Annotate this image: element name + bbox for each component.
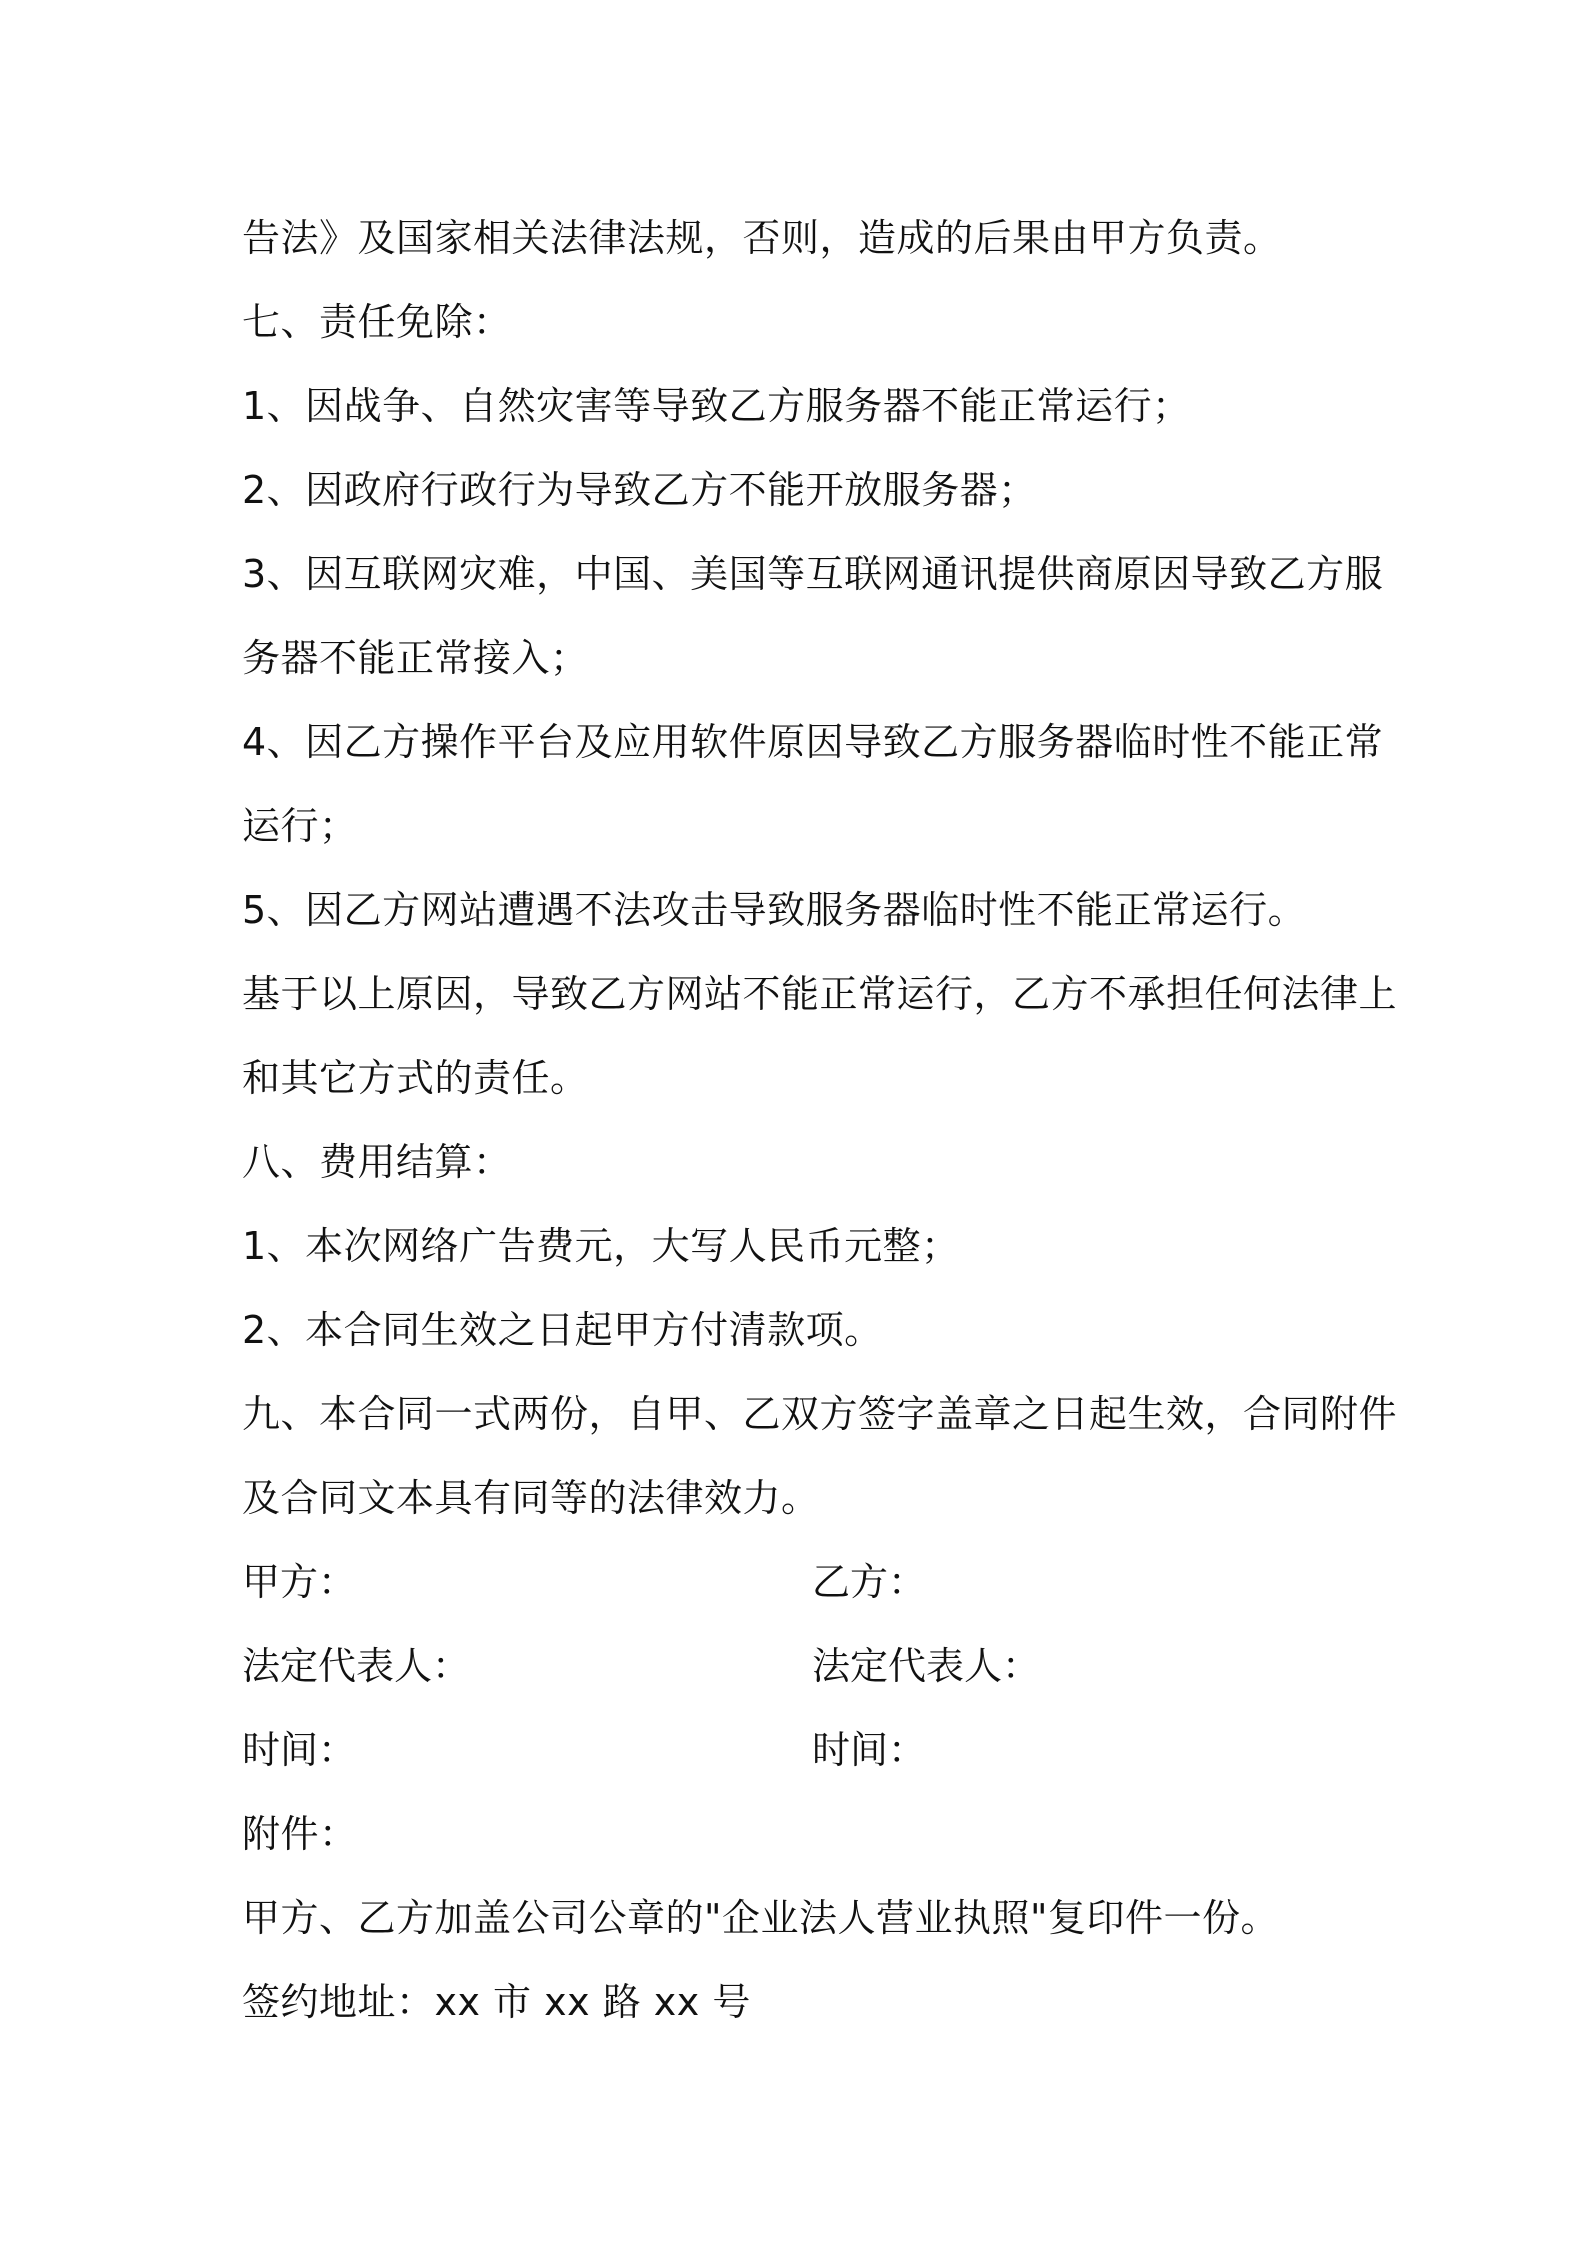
party-b-rep-label: 法定代表人： xyxy=(812,1644,1041,1688)
section-9-text-cont: 及合同文本具有同等的法律效力。 xyxy=(242,1476,820,1520)
signature-party-row xyxy=(242,1540,1362,1624)
party-b-label: 乙方： xyxy=(812,1560,927,1604)
attachment-text: 甲方、乙方加盖公司公章的"企业法人营业执照"复印件一份。 xyxy=(242,1896,1279,1940)
section-7-item-1: 1、因战争、自然灾害等导致乙方服务器不能正常运行； xyxy=(242,384,1191,428)
section-9-text: 九、本合同一式两份，自甲、乙双方签字盖章之日起生效，合同附件 xyxy=(242,1392,1398,1436)
party-a-rep-label: 法定代表人： xyxy=(242,1644,471,1688)
section-7-item-5: 5、因乙方网站遭遇不法攻击导致服务器临时性不能正常运行。 xyxy=(242,888,1307,932)
section-7-item-4: 4、因乙方操作平台及应用软件原因导致乙方服务器临时性不能正常 xyxy=(242,720,1384,764)
signature-rep-row xyxy=(242,1624,1362,1708)
section-7-item-4-cont: 运行； xyxy=(242,804,358,848)
signature-time-row xyxy=(242,1708,1362,1792)
party-a-time-label: 时间： xyxy=(242,1728,357,1772)
section-8-heading: 八、费用结算： xyxy=(242,1140,512,1184)
section-7-item-3: 3、因互联网灾难，中国、美国等互联网通讯提供商原因导致乙方服 xyxy=(242,552,1384,596)
attachment-label: 附件： xyxy=(242,1812,358,1856)
section-8-item-1: 1、本次网络广告费元，大写人民币元整； xyxy=(242,1224,960,1268)
section-7-summary: 基于以上原因，导致乙方网站不能正常运行，乙方不承担任何法律上 xyxy=(242,972,1398,1016)
section-8-item-2: 2、本合同生效之日起甲方付清款项。 xyxy=(242,1308,883,1352)
section-7-summary-cont: 和其它方式的责任。 xyxy=(242,1056,589,1100)
signing-address: 签约地址：xx 市 xx 路 xx 号 xyxy=(242,1980,751,2024)
section-7-heading: 七、责任免除： xyxy=(242,300,512,344)
section-7-item-3-cont: 务器不能正常接入； xyxy=(242,636,589,680)
clause-6-continuation: 告法》及国家相关法律法规，否则，造成的后果由甲方负责。 xyxy=(242,216,1282,260)
document-body xyxy=(242,196,1398,2044)
section-7-item-2: 2、因政府行政行为导致乙方不能开放服务器； xyxy=(242,468,1037,512)
party-b-time-label: 时间： xyxy=(812,1728,927,1772)
party-a-label: 甲方： xyxy=(242,1560,357,1604)
